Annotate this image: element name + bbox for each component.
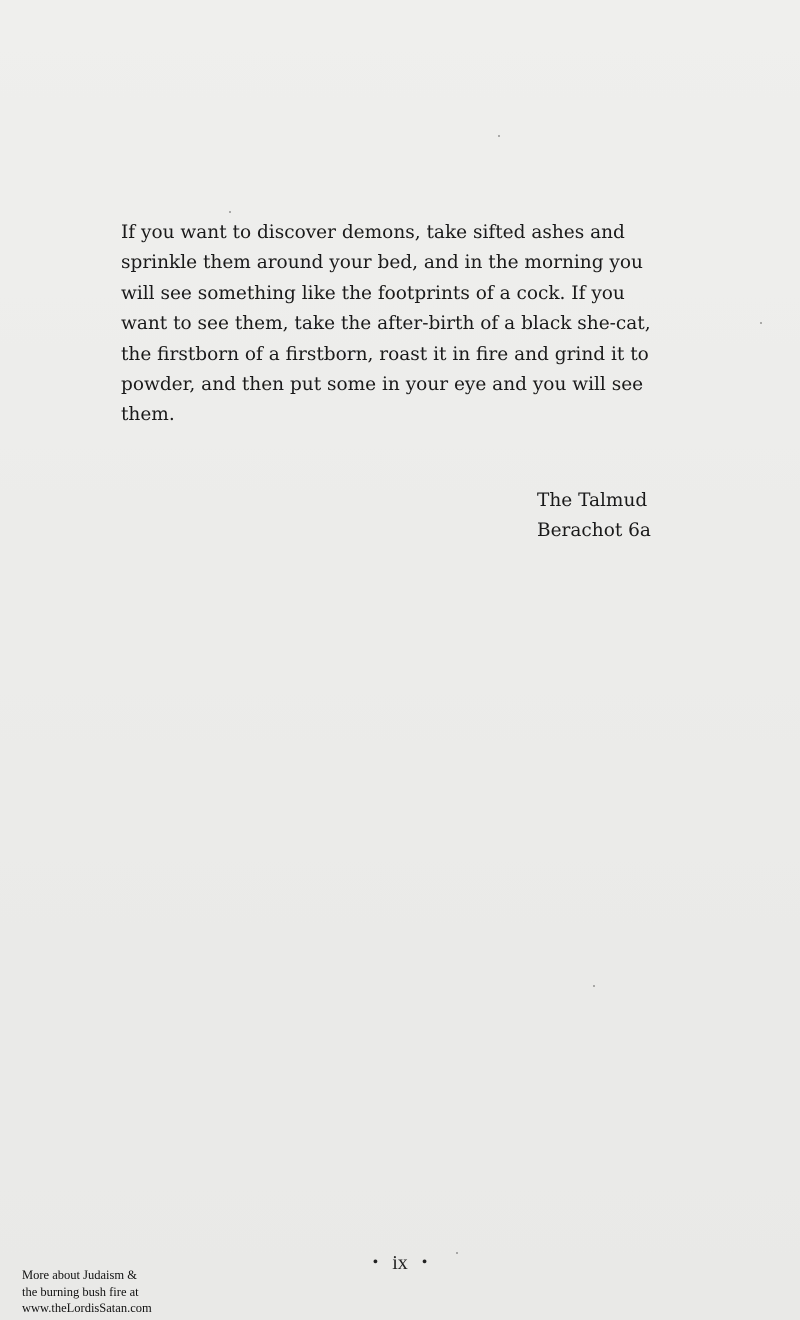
epigraph-attribution xyxy=(537,486,651,546)
attribution-reference: Berachot 6a xyxy=(537,520,651,541)
footer-note-line-3: www.theLordisSatan.com xyxy=(22,1301,152,1315)
epigraph-quote xyxy=(121,218,661,431)
paper-speck xyxy=(456,1252,458,1254)
attribution-source: The Talmud xyxy=(537,490,648,511)
footer-note xyxy=(22,1267,152,1317)
footer-note-line-2: the burning bush fire at xyxy=(22,1284,139,1299)
paper-speck xyxy=(593,985,595,987)
quote-text: If you want to discover demons, take sifted ashes and sprinkle them around your bed, and in the morning you will see something like the footprints of a cock. If you want to see them, take the after-birth of a black she-cat, the firstborn of a firstborn, roast it in fire and grind it to powder, and then put some in your eye and you will see them. xyxy=(121,222,651,426)
paper-speck xyxy=(498,135,500,137)
page-number: ix xyxy=(392,1252,408,1274)
folio-right-dot: • xyxy=(421,1254,428,1271)
folio-left-dot: • xyxy=(372,1254,379,1271)
paper-speck xyxy=(760,322,762,324)
footer-note-line-1: More about Judaism & xyxy=(22,1268,137,1282)
paper-speck xyxy=(229,211,231,213)
